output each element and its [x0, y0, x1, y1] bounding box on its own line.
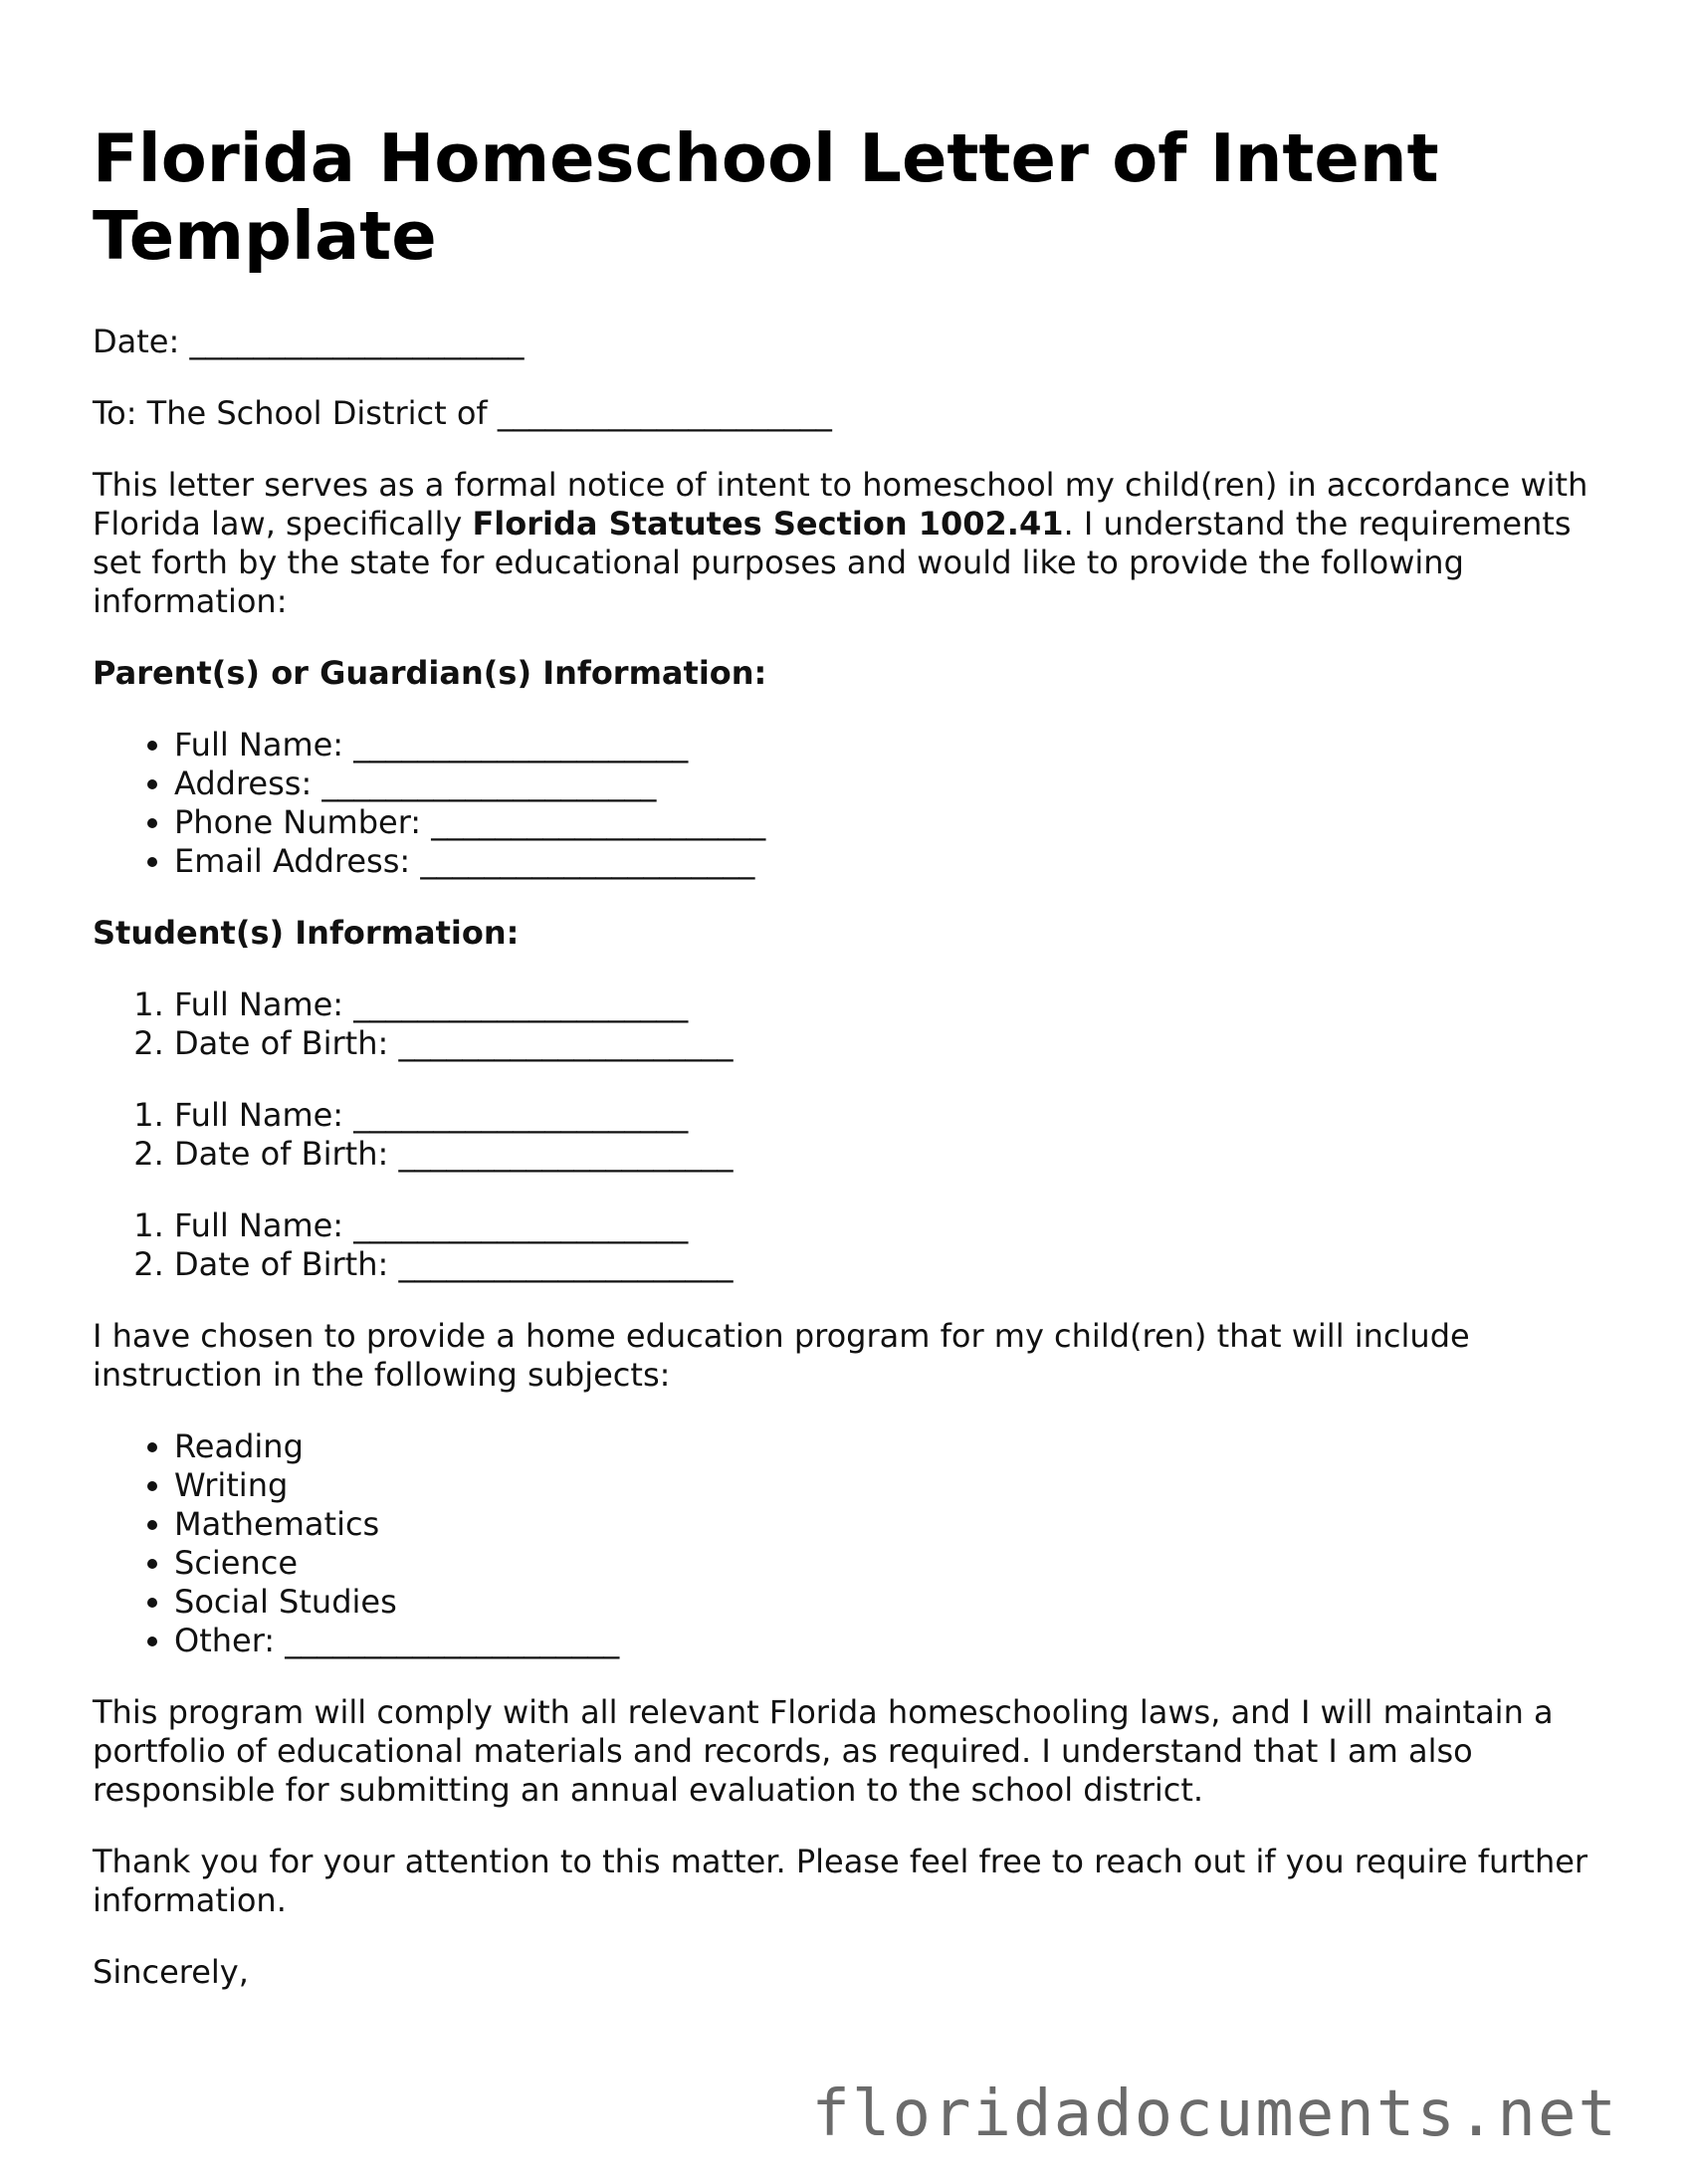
student-2-dob: 2. Date of Birth: _____________________ — [174, 1135, 1605, 1174]
parent-phone: • Phone Number: _____________________ — [174, 803, 1605, 842]
subject-social-studies: • Social Studies — [174, 1583, 1605, 1622]
closing: Sincerely, — [93, 1953, 249, 1991]
student-3-list — [93, 1206, 1605, 1284]
student-1-full-name: 1. Full Name: _____________________ — [174, 985, 1605, 1024]
subjects-list — [93, 1427, 1605, 1660]
thanks-paragraph: Thank you for your attention to this matter. Please feel free to reach out if you require further information. — [93, 1843, 1588, 1919]
parent-full-name: • Full Name: _____________________ — [174, 726, 1605, 764]
intro-paragraph — [93, 466, 1605, 621]
student-2-full-name: 1. Full Name: _____________________ — [174, 1096, 1605, 1135]
subject-other: • Other: _____________________ — [174, 1622, 1605, 1660]
compliance-paragraph: This program will comply with all relevant Florida homeschooling laws, and I will maintain a portfolio of educational materials and records, as required. I understand that I am also responsible for submitting an annual evaluation to the school district. — [93, 1693, 1554, 1809]
parent-section-heading: Parent(s) or Guardian(s) Information: — [93, 654, 767, 692]
subject-mathematics: • Mathematics — [174, 1505, 1605, 1544]
intro-text-after: . I understand the requirements set forth by the state for educational purposes and would like to provide the following information: — [93, 505, 1572, 620]
parent-info-list — [93, 726, 1605, 881]
watermark: floridadocuments.net — [811, 2077, 1618, 2151]
intro-text-before: This letter serves as a formal notice of intent to homeschool my child(ren) in accordance with Florida law, specifically — [93, 466, 1588, 543]
student-3-dob: 2. Date of Birth: _____________________ — [174, 1245, 1605, 1284]
subject-writing: • Writing — [174, 1466, 1605, 1505]
program-intro: I have chosen to provide a home education program for my child(ren) that will include instruction in the following subjects: — [93, 1317, 1470, 1394]
statute-reference: Florida Statutes Section 1002.41 — [472, 505, 1064, 543]
parent-email: • Email Address: _____________________ — [174, 842, 1605, 881]
subject-reading: • Reading — [174, 1427, 1605, 1466]
student-1-dob: 2. Date of Birth: _____________________ — [174, 1024, 1605, 1063]
student-section-heading: Student(s) Information: — [93, 914, 520, 952]
student-3-full-name: 1. Full Name: _____________________ — [174, 1206, 1605, 1245]
parent-address: • Address: _____________________ — [174, 764, 1605, 803]
subject-science: • Science — [174, 1544, 1605, 1583]
to-line: To: The School District of _____________________ — [93, 394, 832, 432]
document-title: Florida Homeschool Letter of Intent Template — [93, 119, 1439, 275]
date-line: Date: _____________________ — [93, 323, 525, 360]
student-1-list — [93, 985, 1605, 1063]
document-page — [93, 119, 1605, 2025]
student-2-list — [93, 1096, 1605, 1174]
